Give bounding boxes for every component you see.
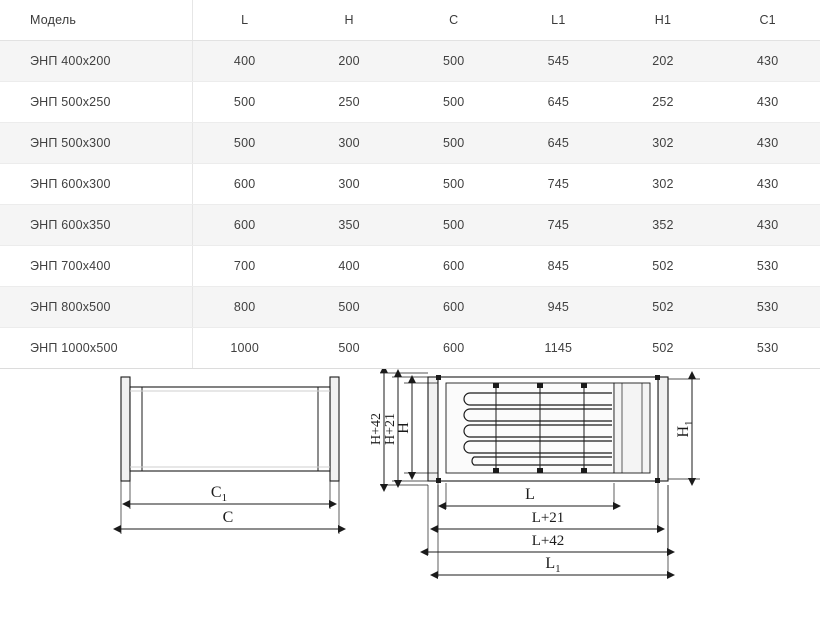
cell-c: 500 xyxy=(401,41,506,82)
cell-h1: 502 xyxy=(611,328,716,369)
front-view-l-plus-21-label: L+21 xyxy=(531,510,565,526)
cell-h: 300 xyxy=(297,164,402,205)
cell-h1: 352 xyxy=(611,205,716,246)
cell-l1: 1145 xyxy=(506,328,611,369)
table-header xyxy=(0,0,820,41)
cell-model: ЭНП 700х400 xyxy=(0,246,192,287)
front-view-drawing xyxy=(369,373,700,577)
cell-c: 600 xyxy=(401,328,506,369)
cell-l: 600 xyxy=(192,164,297,205)
front-view-l-plus-42-label: L+42 xyxy=(531,533,565,549)
table-row xyxy=(0,123,820,164)
table-row xyxy=(0,205,820,246)
cell-c1: 430 xyxy=(715,123,820,164)
side-view-drawing xyxy=(121,377,339,534)
cell-model: ЭНП 800х500 xyxy=(0,287,192,328)
cell-l1: 945 xyxy=(506,287,611,328)
column-header-l1: L1 xyxy=(506,0,611,41)
cell-c: 500 xyxy=(401,205,506,246)
table-row xyxy=(0,287,820,328)
cell-h1: 502 xyxy=(611,287,716,328)
cell-l: 400 xyxy=(192,41,297,82)
cell-c: 600 xyxy=(401,246,506,287)
cell-model: ЭНП 500х250 xyxy=(0,82,192,123)
cell-c1: 530 xyxy=(715,287,820,328)
cell-l: 700 xyxy=(192,246,297,287)
cell-model: ЭНП 400х200 xyxy=(0,41,192,82)
cell-l: 500 xyxy=(192,82,297,123)
cell-h: 200 xyxy=(297,41,402,82)
cell-l1: 745 xyxy=(506,205,611,246)
cell-l: 1000 xyxy=(192,328,297,369)
cell-c: 600 xyxy=(401,287,506,328)
table-row xyxy=(0,328,820,369)
table-row xyxy=(0,246,820,287)
front-view-h1-label: $H_1$ xyxy=(675,420,695,438)
front-view-l-label: L xyxy=(525,486,535,503)
cell-model: ЭНП 500х300 xyxy=(0,123,192,164)
column-header-h: H xyxy=(297,0,402,41)
cell-c: 500 xyxy=(401,82,506,123)
cell-h1: 302 xyxy=(611,164,716,205)
cell-l: 800 xyxy=(192,287,297,328)
cell-c1: 430 xyxy=(715,41,820,82)
cell-model: ЭНП 600х300 xyxy=(0,164,192,205)
cell-h1: 202 xyxy=(611,41,716,82)
column-header-c1: C1 xyxy=(715,0,820,41)
cell-model: ЭНП 1000х500 xyxy=(0,328,192,369)
column-header-h1: H1 xyxy=(611,0,716,41)
cell-l: 600 xyxy=(192,205,297,246)
cell-h: 300 xyxy=(297,123,402,164)
cell-c: 500 xyxy=(401,123,506,164)
cell-model: ЭНП 600х350 xyxy=(0,205,192,246)
cell-c1: 430 xyxy=(715,82,820,123)
table-row xyxy=(0,164,820,205)
cell-h1: 302 xyxy=(611,123,716,164)
cell-l: 500 xyxy=(192,123,297,164)
cell-h: 350 xyxy=(297,205,402,246)
cell-h: 500 xyxy=(297,328,402,369)
front-view-h-plus-21-label: H+21 xyxy=(383,412,398,446)
cell-c1: 430 xyxy=(715,205,820,246)
side-view-c-label: C xyxy=(222,509,234,526)
cell-l1: 845 xyxy=(506,246,611,287)
front-view-h-label: H xyxy=(395,422,412,434)
front-view-l1-label: $L_1$ xyxy=(545,555,561,575)
cell-h1: 252 xyxy=(611,82,716,123)
cell-l1: 645 xyxy=(506,123,611,164)
column-header-c: C xyxy=(401,0,506,41)
technical-drawings xyxy=(0,369,820,619)
column-header-l: L xyxy=(192,0,297,41)
cell-h: 400 xyxy=(297,246,402,287)
cell-h: 250 xyxy=(297,82,402,123)
cell-l1: 545 xyxy=(506,41,611,82)
cell-c1: 530 xyxy=(715,246,820,287)
cell-h: 500 xyxy=(297,287,402,328)
table-body xyxy=(0,41,820,369)
cell-l1: 745 xyxy=(506,164,611,205)
cell-c: 500 xyxy=(401,164,506,205)
table-row xyxy=(0,82,820,123)
front-view-h-plus-42-label: H+42 xyxy=(369,412,384,446)
cell-l1: 645 xyxy=(506,82,611,123)
cell-c1: 430 xyxy=(715,164,820,205)
table-header-row xyxy=(0,0,820,41)
column-header-model: Модель xyxy=(0,0,192,41)
side-view-c1-label: $C_1$ xyxy=(210,484,228,504)
cell-h1: 502 xyxy=(611,246,716,287)
table-row xyxy=(0,41,820,82)
cell-c1: 530 xyxy=(715,328,820,369)
